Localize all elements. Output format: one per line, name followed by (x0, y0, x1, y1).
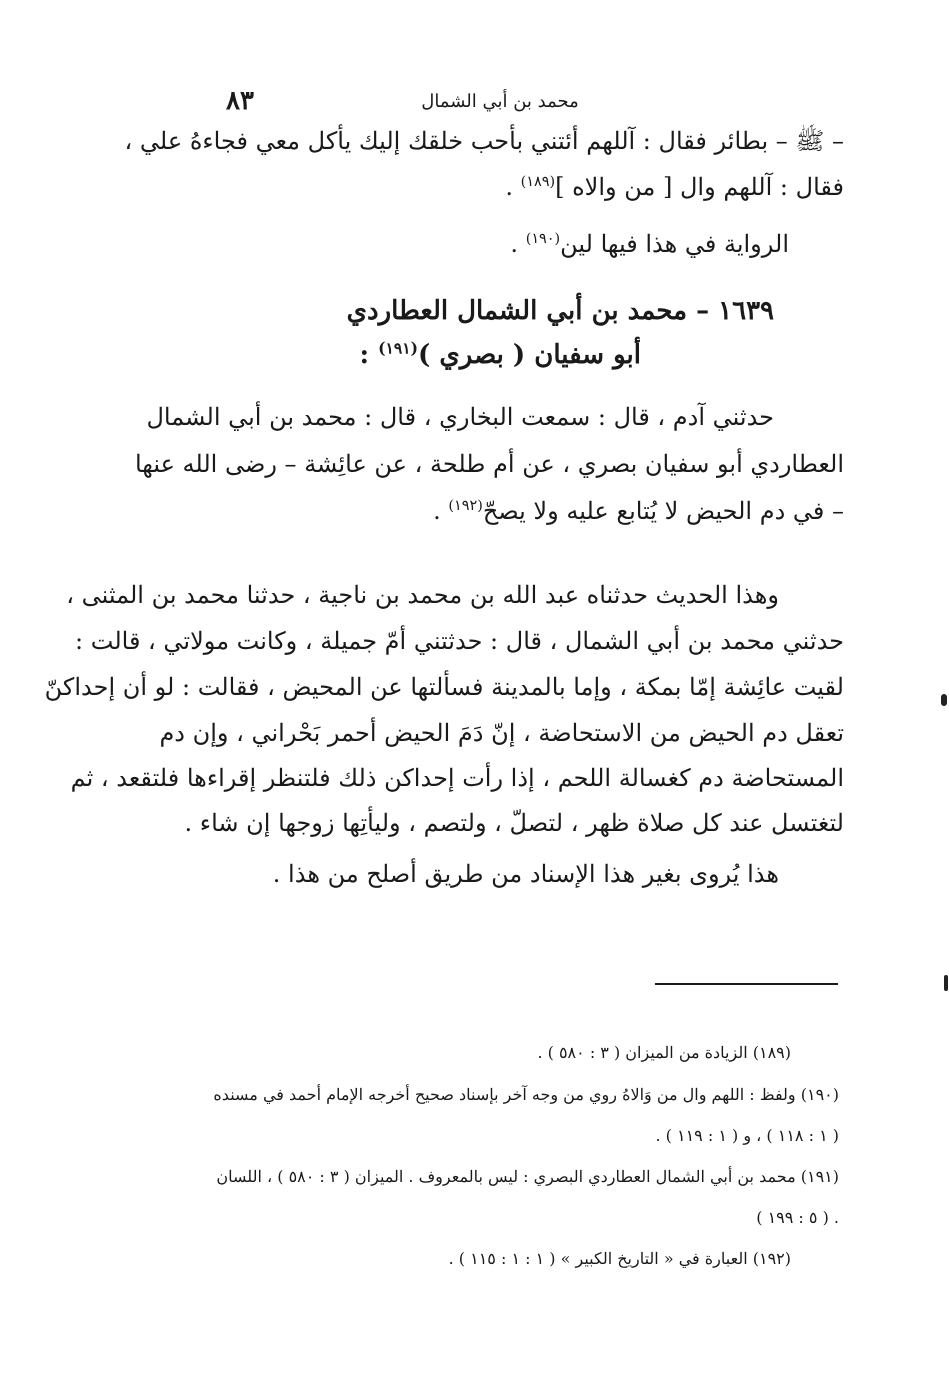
entry-subheading-end: : (359, 340, 379, 370)
margin-ink-mark (941, 694, 947, 706)
footnote-192: (١٩٢) العبارة في « التاريخ الكبير » ( ١ : ١ : ١١٥ ) . (448, 1249, 791, 1268)
footnote-191-line-1: (١٩١) محمد بن أبي الشمال العطاردي البصري : ليس بالمعروف . الميزان ( ٣ : ٥٨٠ ) ، اللسان (216, 1167, 839, 1186)
entry-heading: ١٦٣٩ – محمد بن أبي الشمال العطاردي (346, 296, 774, 326)
para2-line-6: لتغتسل عند كل صلاة ظهر ، لتصلّ ، ولتصم ، وليأتِها زوجها إن شاء . (184, 809, 844, 837)
footnote-191-line-2: ( ٥ : ١٩٩ ) . (756, 1208, 839, 1227)
para2-line-2: حدثني محمد بن أبي الشمال ، قال : حدثتني أمّ جميلة ، وكانت مولاتي ، قالت : (75, 627, 844, 655)
footnote-ref-190: (١٩٠) (525, 231, 561, 247)
entry-subheading-text: أبو سفيان ( بصري ) (418, 340, 641, 370)
footnote-189: (١٨٩) الزيادة من الميزان ( ٣ : ٥٨٠ ) . (537, 1043, 791, 1062)
para2-line-5: المستحاضة دم كغسالة اللحم ، إذا رأت إحداكن ذلك فلتنظر إقراءها فلتقعد ، ثم (70, 764, 844, 792)
footnote-ref-191: (١٩١) (378, 338, 419, 358)
para1-line-2: العطاردي أبو سفيان بصري ، عن أم طلحة ، عن عائِشة – رضى الله عنها (134, 450, 844, 478)
para2-line-3: لقيت عائِشة إمّا بمكة ، وإما بالمدينة فسألتها عن المحيض ، فقالت : لو أن إحداكنّ (44, 673, 844, 701)
para1-line-3-end: . (433, 497, 449, 525)
preceding-line-3-text: الرواية في هذا فيها لين (560, 230, 789, 258)
para2-line-1: وهذا الحديث حدثناه عبد الله بن محمد بن ناجية ، حدثنا محمد بن المثنى ، (66, 581, 779, 609)
preceding-line-3 (510, 227, 789, 261)
para2-line-4: تعقل دم الحيض من الاستحاضة ، إنّ دَمَ الحيض أحمر بَحْراني ، وإن دم (159, 719, 844, 747)
para1-line-3-text: – في دم الحيض لا يُتابع عليه ولا يصحّ (482, 497, 844, 525)
preceding-line-3-end: . (510, 230, 526, 258)
para1-line-1: حدثني آدم ، قال : سمعت البخاري ، قال : محمد بن أبي الشمال (146, 403, 774, 431)
running-head: محمد بن أبي الشمال (421, 91, 579, 112)
entry-subheading (359, 336, 641, 374)
para3-line: هذا يُروى بغير هذا الإسناد من طريق أصلح من هذا . (272, 860, 779, 888)
margin-ink-mark (944, 975, 948, 991)
preceding-line-2-end: . (505, 173, 521, 201)
footnote-190-line-2: ( ١ : ١١٨ ) ، و ( ١ : ١١٩ ) . (655, 1126, 839, 1145)
page-number: ٨٣ (226, 86, 254, 116)
preceding-line-2-text: فقال : آللهم وال [ من والاه ] (555, 173, 844, 201)
para1-line-3 (433, 494, 844, 528)
preceding-line-2 (505, 170, 844, 204)
footnote-ref-189: (١٨٩) (520, 174, 556, 190)
footnote-ref-192: (١٩٢) (448, 498, 483, 514)
footnote-separator (655, 983, 838, 985)
preceding-line-1: – ﷺ – بطائر فقال : آللهم أئتني بأحب خلقك إليك يأكل معي فجاءهُ علي ، (124, 127, 844, 155)
footnote-190-line-1: (١٩٠) ولفظ : اللهم وال من وَالاهُ روي من وجه آخر بإسناد صحيح أخرجه الإمام أحمد في مسنده (213, 1085, 839, 1104)
